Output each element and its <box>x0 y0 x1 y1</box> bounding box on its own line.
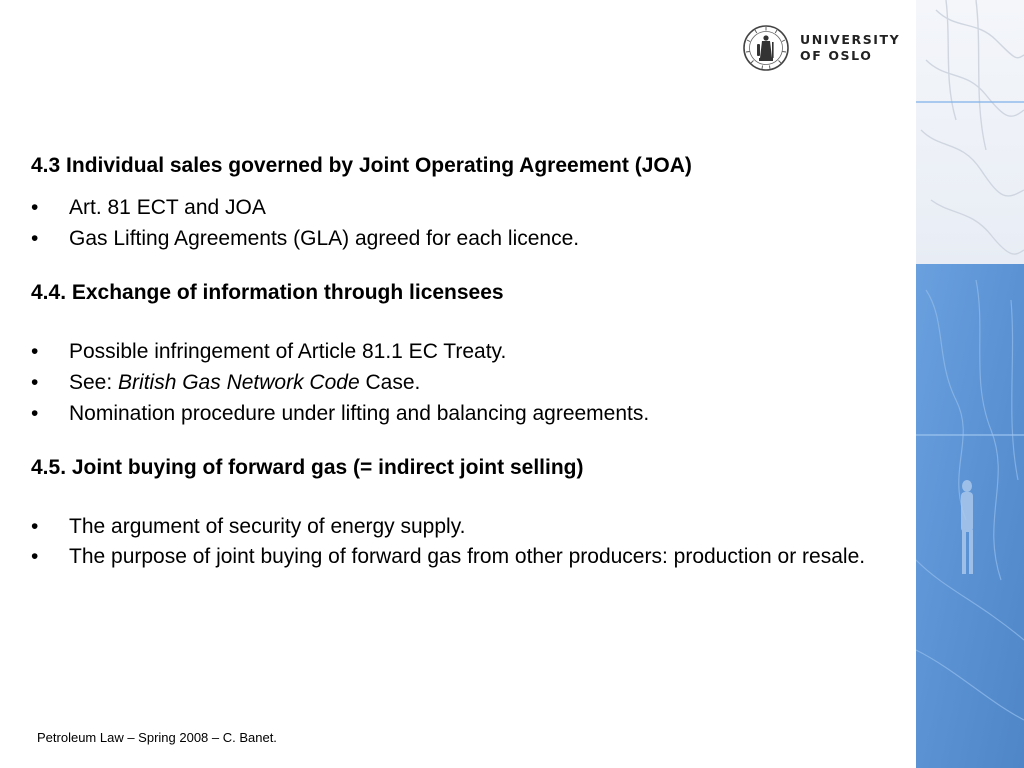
section-heading-4-5: 4.5. Joint buying of forward gas (= indirect joint selling) <box>31 456 584 479</box>
bullet-text: Gas Lifting Agreements (GLA) agreed for each licence. <box>69 227 580 250</box>
bullet-icon: • <box>31 340 39 363</box>
bullet-text: The argument of security of energy supply. <box>69 515 466 538</box>
wordmark-line-1: UNIVERSITY <box>800 32 901 47</box>
bullet-icon: • <box>31 227 39 250</box>
list-item <box>31 339 926 365</box>
bullet-text: Art. 81 ECT and JOA <box>69 196 266 219</box>
list-item <box>31 226 926 252</box>
wordmark-line-2: OF OSLO <box>800 48 873 63</box>
slide-content <box>31 150 926 574</box>
university-logo <box>742 22 912 76</box>
case-name-italic: British Gas Network Code <box>118 371 360 394</box>
university-seal-icon <box>742 24 790 72</box>
list-item <box>31 545 926 569</box>
university-wordmark <box>800 32 900 64</box>
section-heading-4-4: 4.4. Exchange of information through licensees <box>31 281 504 304</box>
list-item <box>31 401 926 427</box>
bullet-list-4-3 <box>31 195 926 252</box>
bullet-list-4-5 <box>31 514 926 569</box>
bullet-icon: • <box>31 196 39 219</box>
slide-footer: Petroleum Law – Spring 2008 – C. Banet. <box>37 730 277 745</box>
band-top-light <box>916 0 1024 264</box>
bullet-text <box>69 371 420 394</box>
bullet-text: Nomination procedure under lifting and balancing agreements. <box>69 402 650 425</box>
bullet-list-4-4 <box>31 339 926 427</box>
side-band-art <box>916 0 1024 768</box>
bullet-text: The purpose of joint buying of forward gas from other producers: production or resale. <box>69 545 866 568</box>
bullet-icon: • <box>31 402 39 425</box>
bullet-suffix: Case. <box>359 371 421 394</box>
bullet-icon: • <box>31 371 39 394</box>
section-heading-4-3: 4.3 Individual sales governed by Joint Operating Agreement (JOA) <box>31 154 692 177</box>
bullet-text: Possible infringement of Article 81.1 EC Treaty. <box>69 340 507 363</box>
list-item <box>31 195 926 221</box>
list-item <box>31 370 926 396</box>
bullet-prefix: See: <box>69 371 119 394</box>
bullet-icon: • <box>31 515 39 538</box>
bullet-icon: • <box>31 545 39 568</box>
list-item <box>31 514 926 540</box>
decorative-side-band <box>916 0 1024 768</box>
